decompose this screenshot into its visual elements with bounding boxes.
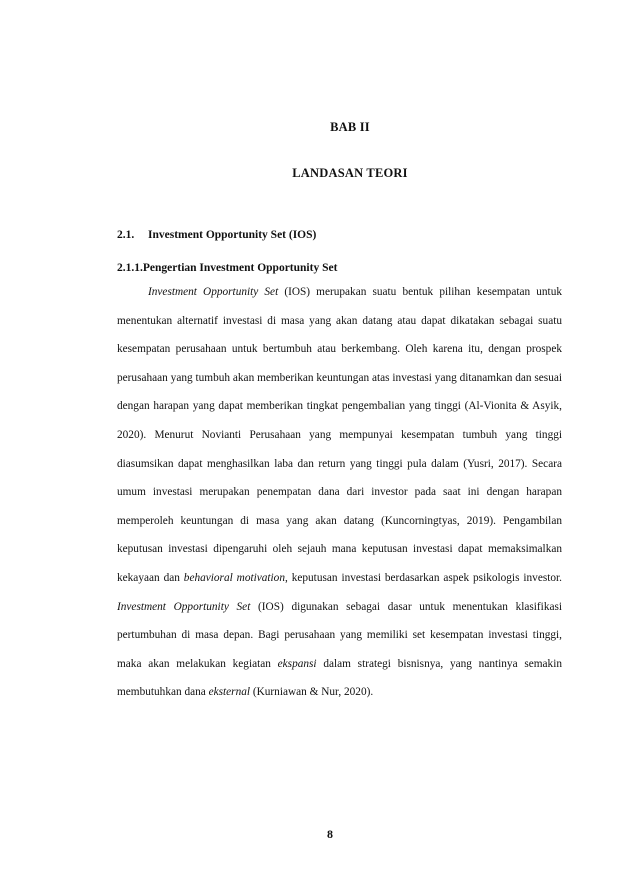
section-heading	[117, 229, 316, 241]
paragraph-text: dalam strategi bisnisnya, yang nantinya semakin membutuhkan dana	[117, 657, 562, 699]
italic-term: ekspansi	[277, 657, 317, 670]
paragraph-text: (IOS) merupakan suatu bentuk pilihan kesempatan untuk menentukan alternatif investasi di masa yang akan datang atau dapat dikatakan sebagai suatu kesempatan perusahaan untuk bertumbuh atau berkembang. Oleh karena itu, dengan prospek perusahaan yang tumbuh akan memberikan keuntungan atas investasi yang ditanamkan dan sesuai dengan harapan yang dapat memberikan tingkat pengembalian yang tinggi (Al-Vionita & Asyik, 2020). Menurut Novianti Perusahaan yang mempunyai kesempatan tumbuh yang tinggi diasumsikan dapat menghasilkan laba dan return yang tinggi pula dalam (Yusri, 2017). Secara umum investasi merupakan penempatan dana dari investor pada saat ini dengan harapan memperoleh keuntungan di masa yang akan datang (Kuncorningtyas, 2019). Pengambilan keputusan investasi dipengaruhi oleh sejauh mana keputusan investasi dapat memaksimalkan kekayaan dan	[117, 286, 562, 584]
page-number: 8	[327, 827, 333, 841]
subsection-heading: 2.1.1.Pengertian Investment Opportunity Set	[117, 262, 338, 274]
section-title: Investment Opportunity Set (IOS)	[148, 229, 317, 241]
paragraph-text: , keputusan investasi berdasarkan aspek psikologis investor.	[284, 571, 562, 584]
italic-term: eksternal	[208, 686, 251, 699]
section-number: 2.1.	[117, 229, 135, 241]
paragraph-text: (IOS) digunakan sebagai dasar untuk menentukan klasifikasi pertumbuhan di masa depan. Bagi perusahaan yang memiliki set kesempatan investasi tinggi, maka akan melakukan kegiatan	[117, 600, 563, 670]
italic-term: behavioral motivation	[183, 571, 285, 584]
italic-term: Investment Opportunity Set	[148, 286, 279, 298]
chapter-number: BAB II	[330, 120, 370, 134]
italic-term: Investment Opportunity Set	[117, 600, 251, 613]
chapter-title: LANDASAN TEORI	[292, 166, 408, 180]
body-text	[117, 278, 562, 707]
paragraph	[117, 278, 562, 707]
paragraph-text: (Kurniawan & Nur, 2020).	[250, 686, 374, 699]
